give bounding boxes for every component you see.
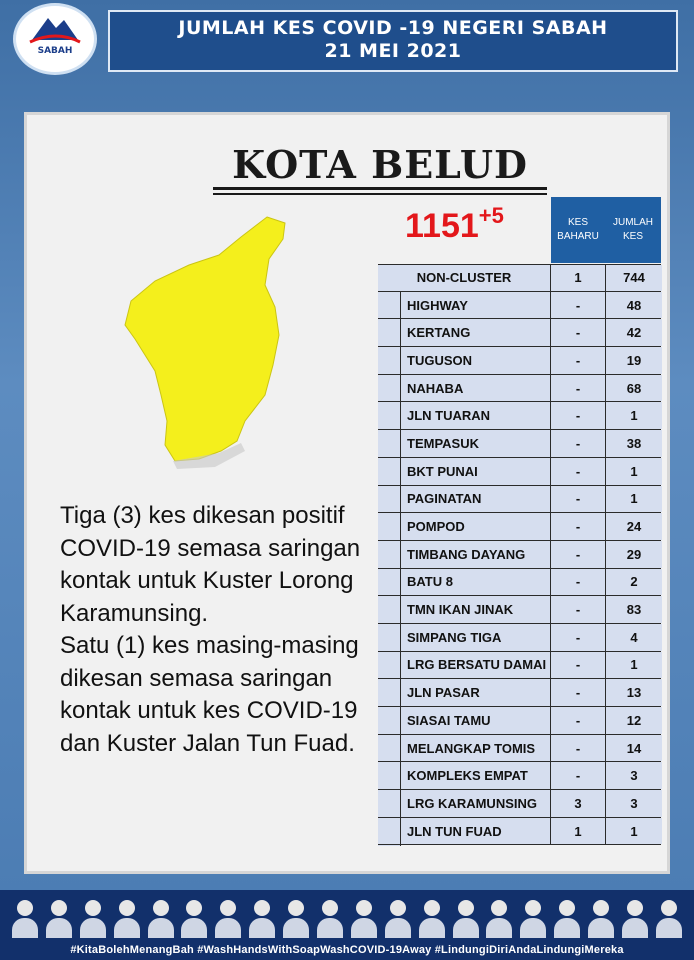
- person-icon: [249, 900, 275, 938]
- description: [60, 500, 380, 760]
- row-name: NON-CLUSTER: [378, 265, 551, 291]
- row-new: -: [551, 292, 606, 319]
- table-row: [378, 292, 661, 320]
- table-row: [378, 569, 661, 597]
- row-name: PAGINATAN: [401, 486, 551, 513]
- row-total: 744: [606, 265, 662, 291]
- row-name: KERTANG: [401, 319, 551, 346]
- district-map: [115, 215, 325, 475]
- person-icon: [385, 900, 411, 938]
- row-total: 1: [606, 818, 662, 845]
- row-name: TIMBANG DAYANG: [401, 541, 551, 568]
- row-total: 1: [606, 458, 662, 485]
- row-total: 83: [606, 596, 662, 623]
- row-new: 3: [551, 790, 606, 817]
- person-icon: [656, 900, 682, 938]
- footer: [0, 890, 694, 960]
- row-total: 48: [606, 292, 662, 319]
- row-new: -: [551, 402, 606, 429]
- row-name: MELANGKAP TOMIS: [401, 735, 551, 762]
- person-icon: [317, 900, 343, 938]
- row-new: -: [551, 319, 606, 346]
- cluster-spacer: [378, 624, 401, 651]
- person-icon: [283, 900, 309, 938]
- sabah-logo: [16, 6, 94, 72]
- table-row: [378, 402, 661, 430]
- row-total: 4: [606, 624, 662, 651]
- footer-hashtags: #KitaBolehMenangBah #WashHandsWithSoapWashCOVID-19Away #LindungiDiriAndaLindungiMereka: [70, 944, 624, 956]
- header-date: 21 MEI 2021: [324, 40, 462, 62]
- col-new-cases: KES BAHARU: [551, 197, 605, 263]
- row-total: 29: [606, 541, 662, 568]
- row-name: SIMPANG TIGA: [401, 624, 551, 651]
- cluster-spacer: [378, 679, 401, 706]
- person-icon: [114, 900, 140, 938]
- row-new: -: [551, 569, 606, 596]
- table-row: [378, 624, 661, 652]
- person-icon: [80, 900, 106, 938]
- row-new: -: [551, 596, 606, 623]
- person-icon: [588, 900, 614, 938]
- row-new: 1: [551, 818, 606, 845]
- person-icon: [453, 900, 479, 938]
- figures-strip: [8, 896, 686, 938]
- row-total: 14: [606, 735, 662, 762]
- row-new: -: [551, 652, 606, 679]
- person-icon: [181, 900, 207, 938]
- table-row: [378, 818, 661, 846]
- row-name: TEMPASUK: [401, 430, 551, 457]
- table-row: [378, 513, 661, 541]
- person-icon: [12, 900, 38, 938]
- cluster-spacer: [378, 292, 401, 319]
- cluster-spacer: [378, 402, 401, 429]
- row-total: 42: [606, 319, 662, 346]
- row-new: -: [551, 347, 606, 374]
- row-total: 3: [606, 762, 662, 789]
- cluster-spacer: [378, 762, 401, 789]
- table-row: [378, 762, 661, 790]
- row-name: JLN TUN FUAD: [401, 818, 551, 845]
- row-name: POMPOD: [401, 513, 551, 540]
- table-row: [378, 735, 661, 763]
- table-row: [378, 541, 661, 569]
- cluster-spacer: [378, 735, 401, 762]
- person-icon: [46, 900, 72, 938]
- row-name: JLN PASAR: [401, 679, 551, 706]
- row-new: -: [551, 513, 606, 540]
- row-new: -: [551, 707, 606, 734]
- row-new: -: [551, 430, 606, 457]
- row-name: KOMPLEKS EMPAT: [401, 762, 551, 789]
- row-new: -: [551, 375, 606, 402]
- row-new: -: [551, 458, 606, 485]
- table-row: [378, 596, 661, 624]
- row-total: 1: [606, 652, 662, 679]
- cluster-spacer: [378, 652, 401, 679]
- row-total: 1: [606, 486, 662, 513]
- cluster-spacer: [378, 569, 401, 596]
- row-name: NAHABA: [401, 375, 551, 402]
- row-name: TMN IKAN JINAK: [401, 596, 551, 623]
- cluster-spacer: [378, 375, 401, 402]
- col-total-cases: JUMLAH KES: [605, 197, 661, 263]
- row-new: -: [551, 762, 606, 789]
- table-row: [378, 347, 661, 375]
- cluster-spacer: [378, 596, 401, 623]
- row-new: -: [551, 541, 606, 568]
- person-icon: [520, 900, 546, 938]
- person-icon: [622, 900, 648, 938]
- row-name: JLN TUARAN: [401, 402, 551, 429]
- row-new: -: [551, 679, 606, 706]
- row-total: 3: [606, 790, 662, 817]
- table-row: [378, 458, 661, 486]
- row-total: 24: [606, 513, 662, 540]
- description-para-1: Tiga (3) kes dikesan positif COVID-19 semasa saringan kontak untuk Kuster Lorong Karamunsing.: [60, 502, 361, 627]
- logo-text: SABAH: [37, 46, 73, 56]
- row-total: 19: [606, 347, 662, 374]
- row-name: SIASAI TAMU: [401, 707, 551, 734]
- person-icon: [554, 900, 580, 938]
- cluster-spacer: [378, 513, 401, 540]
- row-new: -: [551, 624, 606, 651]
- table-row: [378, 430, 661, 458]
- row-total: 38: [606, 430, 662, 457]
- cluster-spacer: [378, 458, 401, 485]
- cluster-spacer: [378, 707, 401, 734]
- cluster-spacer: [378, 541, 401, 568]
- row-total: 12: [606, 707, 662, 734]
- row-name: BKT PUNAI: [401, 458, 551, 485]
- cluster-spacer: [378, 818, 401, 845]
- cluster-spacer: [378, 319, 401, 346]
- person-icon: [419, 900, 445, 938]
- new-cases: +5: [478, 203, 504, 228]
- table-row: [378, 652, 661, 680]
- cases-table: [378, 264, 661, 845]
- row-new: 1: [551, 265, 606, 291]
- cluster-spacer: [378, 430, 401, 457]
- person-icon: [486, 900, 512, 938]
- row-name: HIGHWAY: [401, 292, 551, 319]
- table-row: [378, 375, 661, 403]
- mountain-icon: [16, 6, 94, 46]
- row-name: BATU 8: [401, 569, 551, 596]
- total-cases: [405, 203, 504, 246]
- district-panel: [24, 112, 670, 874]
- row-total: 1: [606, 402, 662, 429]
- table-row: [378, 679, 661, 707]
- row-total: 13: [606, 679, 662, 706]
- district-title: KOTA BELUD: [213, 143, 547, 190]
- table-row: [378, 319, 661, 347]
- table-row: [378, 486, 661, 514]
- cluster-rows: [378, 292, 661, 846]
- row-name: LRG BERSATU DAMAI: [401, 652, 551, 679]
- table-row: [378, 790, 661, 818]
- header-title: JUMLAH KES COVID -19 NEGERI SABAH: [178, 17, 608, 39]
- person-icon: [148, 900, 174, 938]
- row-total: 68: [606, 375, 662, 402]
- cluster-spacer: [378, 486, 401, 513]
- row-new: -: [551, 486, 606, 513]
- table-row: [378, 264, 661, 292]
- row-new: -: [551, 735, 606, 762]
- page-header: [108, 10, 678, 72]
- description-para-2: Satu (1) kes masing-masing dikesan semasa saringan kontak untuk kes COVID-19 dan Kuster Jalan Tun Fuad.: [60, 632, 359, 757]
- row-name: TUGUSON: [401, 347, 551, 374]
- person-icon: [351, 900, 377, 938]
- row-total: 2: [606, 569, 662, 596]
- cluster-spacer: [378, 790, 401, 817]
- person-icon: [215, 900, 241, 938]
- cluster-spacer: [378, 347, 401, 374]
- table-row: [378, 707, 661, 735]
- row-name: LRG KARAMUNSING: [401, 790, 551, 817]
- total-count: 1151: [405, 207, 479, 245]
